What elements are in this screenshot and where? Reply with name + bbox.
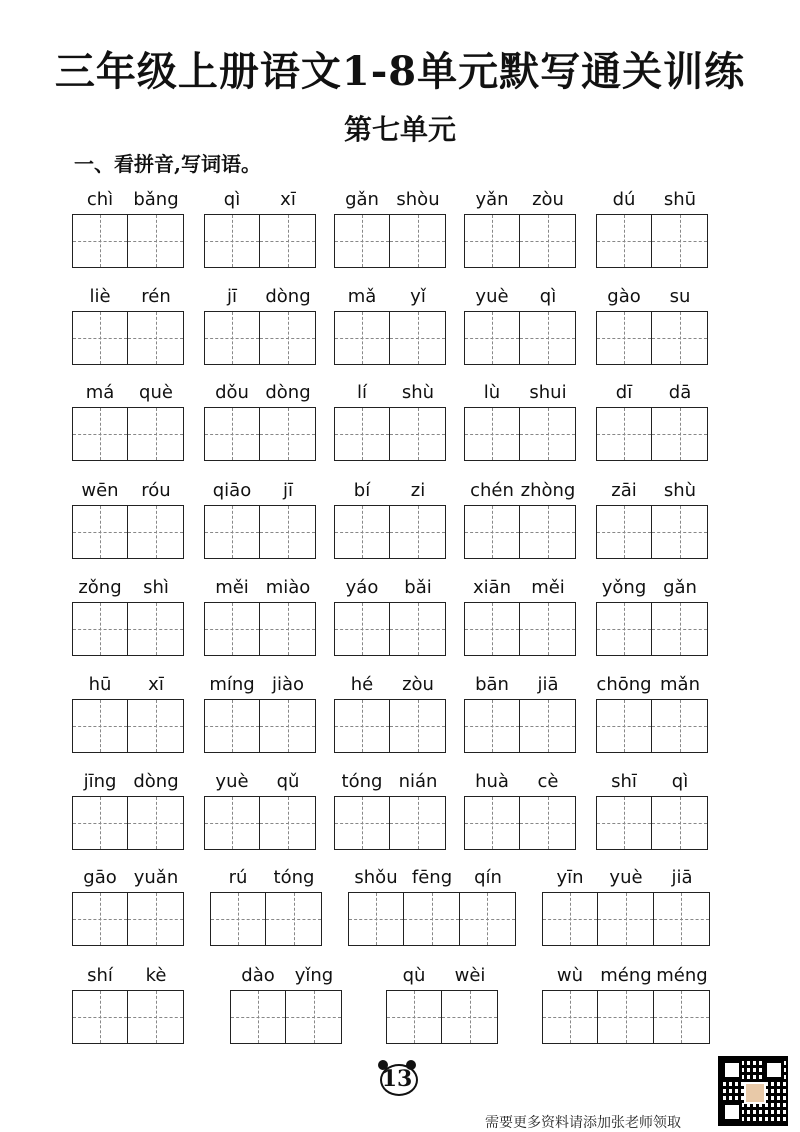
tianzige-boxes: [596, 311, 708, 365]
writing-cell[interactable]: [128, 312, 183, 364]
writing-cell[interactable]: [390, 312, 445, 364]
word-group: [596, 188, 708, 268]
word-group: [348, 866, 516, 946]
pinyin-syllable: yuè: [609, 867, 643, 888]
pinyin-syllable: gǎn: [345, 189, 379, 210]
word-group: [464, 673, 576, 753]
writing-cell[interactable]: [652, 797, 707, 849]
pinyin-syllable: qín: [474, 867, 502, 888]
writing-cell[interactable]: [387, 991, 442, 1043]
pinyin-syllable: gào: [607, 286, 641, 307]
pinyin-syllable: jiā: [671, 867, 693, 888]
writing-cell[interactable]: [128, 893, 183, 945]
pinyin-syllable: dú: [612, 189, 636, 210]
pinyin-syllable: nián: [398, 771, 438, 792]
word-group: [210, 866, 322, 946]
word-group: [72, 285, 184, 365]
writing-cell[interactable]: [205, 700, 260, 752]
word-group: [204, 285, 316, 365]
pinyin-syllable: yuè: [215, 771, 249, 792]
word-group: [464, 285, 576, 365]
pinyin-syllable: shòu: [396, 189, 440, 210]
avatar: [744, 1082, 766, 1104]
tianzige-boxes: [386, 990, 498, 1044]
writing-cell[interactable]: [211, 893, 266, 945]
writing-cell[interactable]: [465, 700, 520, 752]
word-group: [596, 285, 708, 365]
pinyin-syllable: chōng: [596, 674, 652, 695]
writing-cell[interactable]: [231, 991, 286, 1043]
word-group: [230, 964, 342, 1044]
writing-cell[interactable]: [597, 408, 652, 460]
word-group: [334, 673, 446, 753]
writing-cell[interactable]: [597, 603, 652, 655]
tianzige-boxes: [596, 214, 708, 268]
writing-cell[interactable]: [520, 797, 575, 849]
writing-cell[interactable]: [652, 312, 707, 364]
tianzige-boxes: [464, 602, 576, 656]
writing-cell[interactable]: [543, 893, 598, 945]
pinyin-syllable: chén: [470, 480, 514, 501]
tianzige-boxes: [348, 892, 516, 946]
writing-cell[interactable]: [260, 408, 315, 460]
tianzige-boxes: [464, 407, 576, 461]
pinyin-syllable: yǐ: [410, 286, 426, 307]
footer-note: 需要更多资料请添加张老师领取: [485, 1115, 681, 1131]
tianzige-boxes: [72, 990, 184, 1044]
tianzige-boxes: [204, 214, 316, 268]
word-group: [596, 576, 708, 656]
word-group: [542, 964, 710, 1044]
word-group: [596, 673, 708, 753]
tianzige-boxes: [204, 602, 316, 656]
pinyin-syllable: shù: [663, 480, 697, 501]
word-group: [596, 479, 708, 559]
writing-cell[interactable]: [652, 408, 707, 460]
pinyin-syllable: zǒng: [78, 577, 122, 598]
word-group: [72, 576, 184, 656]
tianzige-boxes: [72, 892, 184, 946]
writing-cell[interactable]: [73, 506, 128, 558]
page-title: 三年级上册语文1-8单元默写通关训练: [54, 48, 746, 95]
writing-cell[interactable]: [652, 603, 707, 655]
tianzige-boxes: [334, 796, 446, 850]
tianzige-boxes: [204, 505, 316, 559]
writing-cell[interactable]: [73, 797, 128, 849]
pinyin-syllable: lí: [356, 382, 367, 403]
writing-cell[interactable]: [404, 893, 459, 945]
writing-cell[interactable]: [205, 312, 260, 364]
pinyin-syllable: qù: [402, 965, 426, 986]
pinyin-syllable: shui: [529, 382, 567, 403]
pinyin-syllable: jiào: [271, 674, 305, 695]
pinyin-syllable: zi: [410, 480, 426, 501]
pinyin-syllable: dǒu: [215, 382, 249, 403]
writing-cell[interactable]: [465, 797, 520, 849]
section-heading: 一、看拼音,写词语。: [74, 152, 261, 176]
pinyin-syllable: zòu: [532, 189, 564, 210]
writing-cell[interactable]: [465, 506, 520, 558]
tianzige-boxes: [204, 699, 316, 753]
pinyin-syllable: zhòng: [520, 480, 576, 501]
writing-cell[interactable]: [597, 506, 652, 558]
writing-cell[interactable]: [652, 700, 707, 752]
writing-cell[interactable]: [335, 700, 390, 752]
word-group: [464, 479, 576, 559]
tianzige-boxes: [204, 311, 316, 365]
pinyin-syllable: róu: [141, 480, 171, 501]
unit-title: 第七单元: [343, 113, 456, 146]
word-group: [72, 381, 184, 461]
pinyin-syllable: chì: [86, 189, 114, 210]
word-group: [334, 188, 446, 268]
tianzige-boxes: [334, 505, 446, 559]
writing-cell[interactable]: [128, 215, 183, 267]
pinyin-syllable: dā: [668, 382, 692, 403]
tianzige-boxes: [72, 407, 184, 461]
writing-cell[interactable]: [73, 893, 128, 945]
writing-cell[interactable]: [260, 700, 315, 752]
writing-cell[interactable]: [73, 215, 128, 267]
writing-cell[interactable]: [520, 506, 575, 558]
word-group: [204, 188, 316, 268]
pinyin-syllable: tóng: [341, 771, 383, 792]
writing-cell[interactable]: [286, 991, 341, 1043]
pinyin-syllable: xī: [280, 189, 296, 210]
pinyin-syllable: jīng: [83, 771, 117, 792]
qr-code-icon: [718, 1056, 788, 1126]
writing-cell[interactable]: [442, 991, 497, 1043]
writing-cell[interactable]: [260, 215, 315, 267]
word-group: [72, 866, 184, 946]
writing-cell[interactable]: [128, 408, 183, 460]
tianzige-boxes: [596, 699, 708, 753]
pinyin-syllable: lù: [483, 382, 501, 403]
writing-cell[interactable]: [260, 603, 315, 655]
writing-cell[interactable]: [652, 215, 707, 267]
pinyin-syllable: gǎn: [663, 577, 697, 598]
pinyin-syllable: qǔ: [276, 771, 300, 792]
pinyin-syllable: méng: [656, 965, 708, 986]
writing-cell[interactable]: [390, 506, 445, 558]
writing-cell[interactable]: [543, 991, 598, 1043]
pinyin-syllable: měi: [531, 577, 565, 598]
tianzige-boxes: [596, 505, 708, 559]
writing-cell[interactable]: [465, 312, 520, 364]
pinyin-syllable: liè: [89, 286, 111, 307]
word-group: [334, 576, 446, 656]
pinyin-syllable: méng: [600, 965, 652, 986]
pinyin-syllable: jī: [226, 286, 237, 307]
word-group: [334, 479, 446, 559]
writing-cell[interactable]: [520, 700, 575, 752]
writing-cell[interactable]: [335, 506, 390, 558]
pinyin-syllable: měi: [215, 577, 249, 598]
word-group: [204, 673, 316, 753]
tianzige-boxes: [596, 407, 708, 461]
tianzige-boxes: [464, 699, 576, 753]
pinyin-syllable: dī: [615, 382, 633, 403]
word-group: [334, 285, 446, 365]
word-group: [334, 770, 446, 850]
tianzige-boxes: [542, 990, 710, 1044]
writing-cell[interactable]: [465, 215, 520, 267]
writing-cell[interactable]: [654, 991, 709, 1043]
writing-cell[interactable]: [73, 603, 128, 655]
tianzige-boxes: [72, 602, 184, 656]
writing-cell[interactable]: [73, 312, 128, 364]
pinyin-syllable: má: [85, 382, 115, 403]
pinyin-syllable: dào: [241, 965, 275, 986]
writing-cell[interactable]: [73, 700, 128, 752]
writing-cell[interactable]: [335, 312, 390, 364]
tianzige-boxes: [596, 796, 708, 850]
writing-cell[interactable]: [390, 603, 445, 655]
writing-cell[interactable]: [597, 312, 652, 364]
writing-cell[interactable]: [260, 797, 315, 849]
writing-cell[interactable]: [335, 408, 390, 460]
writing-cell[interactable]: [260, 506, 315, 558]
word-group: [334, 381, 446, 461]
pinyin-syllable: yuè: [475, 286, 509, 307]
tianzige-boxes: [334, 602, 446, 656]
word-group: [204, 576, 316, 656]
writing-cell[interactable]: [128, 797, 183, 849]
writing-cell[interactable]: [128, 506, 183, 558]
pinyin-syllable: shù: [401, 382, 435, 403]
pinyin-syllable: hū: [88, 674, 112, 695]
tianzige-boxes: [464, 214, 576, 268]
writing-cell[interactable]: [390, 797, 445, 849]
tianzige-boxes: [464, 505, 576, 559]
pinyin-syllable: kè: [145, 965, 167, 986]
pinyin-syllable: wēn: [81, 480, 119, 501]
tianzige-boxes: [596, 602, 708, 656]
writing-cell[interactable]: [205, 408, 260, 460]
writing-cell[interactable]: [390, 408, 445, 460]
writing-cell[interactable]: [520, 603, 575, 655]
pinyin-syllable: qì: [671, 771, 689, 792]
pinyin-syllable: qì: [223, 189, 241, 210]
writing-cell[interactable]: [335, 215, 390, 267]
pinyin-syllable: shī: [611, 771, 637, 792]
page-number: [372, 1064, 422, 1094]
tianzige-boxes: [334, 407, 446, 461]
writing-cell[interactable]: [520, 312, 575, 364]
pinyin-syllable: jī: [282, 480, 293, 501]
pinyin-syllable: xī: [148, 674, 164, 695]
writing-cell[interactable]: [520, 215, 575, 267]
writing-cell[interactable]: [390, 700, 445, 752]
writing-cell[interactable]: [597, 215, 652, 267]
writing-cell[interactable]: [260, 312, 315, 364]
tianzige-boxes: [464, 311, 576, 365]
pinyin-syllable: miào: [265, 577, 311, 598]
tianzige-boxes: [334, 311, 446, 365]
writing-cell[interactable]: [73, 408, 128, 460]
writing-cell[interactable]: [205, 603, 260, 655]
writing-cell[interactable]: [652, 506, 707, 558]
pinyin-syllable: zāi: [611, 480, 637, 501]
pinyin-syllable: su: [669, 286, 691, 307]
word-group: [72, 479, 184, 559]
pinyin-syllable: míng: [209, 674, 255, 695]
tianzige-boxes: [72, 214, 184, 268]
pinyin-syllable: rén: [141, 286, 171, 307]
pinyin-syllable: zòu: [402, 674, 434, 695]
tianzige-boxes: [72, 311, 184, 365]
pinyin-syllable: hé: [350, 674, 374, 695]
pinyin-syllable: gāo: [83, 867, 117, 888]
word-group: [542, 866, 710, 946]
word-group: [72, 964, 184, 1044]
tianzige-boxes: [464, 796, 576, 850]
pinyin-syllable: yīn: [556, 867, 584, 888]
pinyin-syllable: shí: [87, 965, 113, 986]
word-group: [72, 188, 184, 268]
pinyin-syllable: fēng: [411, 867, 453, 888]
writing-cell[interactable]: [128, 603, 183, 655]
writing-cell[interactable]: [597, 700, 652, 752]
tianzige-boxes: [230, 990, 342, 1044]
pinyin-syllable: shì: [143, 577, 169, 598]
writing-cell[interactable]: [520, 408, 575, 460]
pinyin-syllable: bí: [353, 480, 371, 501]
writing-cell[interactable]: [205, 215, 260, 267]
pinyin-syllable: xiān: [472, 577, 512, 598]
word-group: [72, 770, 184, 850]
pinyin-syllable: dòng: [265, 382, 311, 403]
tianzige-boxes: [72, 505, 184, 559]
word-group: [464, 770, 576, 850]
writing-cell[interactable]: [73, 991, 128, 1043]
word-group: [386, 964, 498, 1044]
pinyin-syllable: mǎ: [347, 286, 377, 307]
tianzige-boxes: [204, 407, 316, 461]
pinyin-syllable: tóng: [273, 867, 315, 888]
pinyin-syllable: wèi: [454, 965, 486, 986]
pinyin-syllable: shū: [663, 189, 697, 210]
word-group: [464, 576, 576, 656]
tianzige-boxes: [72, 796, 184, 850]
tianzige-boxes: [204, 796, 316, 850]
writing-cell[interactable]: [205, 797, 260, 849]
pinyin-syllable: wù: [556, 965, 584, 986]
pinyin-syllable: qiāo: [212, 480, 252, 501]
tianzige-boxes: [72, 699, 184, 753]
pinyin-syllable: bǎi: [404, 577, 432, 598]
word-group: [204, 381, 316, 461]
writing-cell[interactable]: [465, 408, 520, 460]
pinyin-syllable: jiā: [537, 674, 559, 695]
word-group: [596, 770, 708, 850]
word-group: [204, 770, 316, 850]
writing-cell[interactable]: [465, 603, 520, 655]
writing-cell[interactable]: [654, 893, 709, 945]
pinyin-syllable: shǒu: [354, 867, 398, 888]
writing-cell[interactable]: [128, 700, 183, 752]
tianzige-boxes: [334, 214, 446, 268]
pinyin-syllable: dòng: [265, 286, 311, 307]
page-number-text: 13: [381, 1066, 413, 1092]
writing-cell[interactable]: [390, 215, 445, 267]
writing-cell[interactable]: [335, 797, 390, 849]
writing-cell[interactable]: [597, 797, 652, 849]
writing-cell[interactable]: [349, 893, 404, 945]
pinyin-syllable: yǎn: [475, 189, 509, 210]
writing-cell[interactable]: [205, 506, 260, 558]
tianzige-boxes: [210, 892, 322, 946]
tianzige-boxes: [334, 699, 446, 753]
pinyin-syllable: huà: [475, 771, 509, 792]
pinyin-syllable: yǐng: [294, 965, 334, 986]
pinyin-syllable: cè: [537, 771, 559, 792]
pinyin-syllable: dòng: [133, 771, 179, 792]
writing-cell[interactable]: [128, 991, 183, 1043]
pinyin-syllable: mǎn: [660, 674, 700, 695]
tianzige-boxes: [542, 892, 710, 946]
word-group: [72, 673, 184, 753]
word-group: [204, 479, 316, 559]
writing-cell[interactable]: [266, 893, 321, 945]
writing-cell[interactable]: [335, 603, 390, 655]
pinyin-syllable: yuǎn: [133, 867, 179, 888]
word-group: [596, 381, 708, 461]
writing-cell[interactable]: [598, 893, 653, 945]
pinyin-syllable: rú: [228, 867, 248, 888]
pinyin-syllable: què: [139, 382, 173, 403]
pinyin-syllable: bān: [475, 674, 509, 695]
word-group: [464, 188, 576, 268]
pinyin-syllable: yáo: [345, 577, 379, 598]
writing-cell[interactable]: [460, 893, 515, 945]
writing-cell[interactable]: [598, 991, 653, 1043]
pinyin-syllable: bǎng: [133, 189, 179, 210]
word-group: [464, 381, 576, 461]
pinyin-syllable: yǒng: [601, 577, 647, 598]
pinyin-syllable: qì: [539, 286, 557, 307]
